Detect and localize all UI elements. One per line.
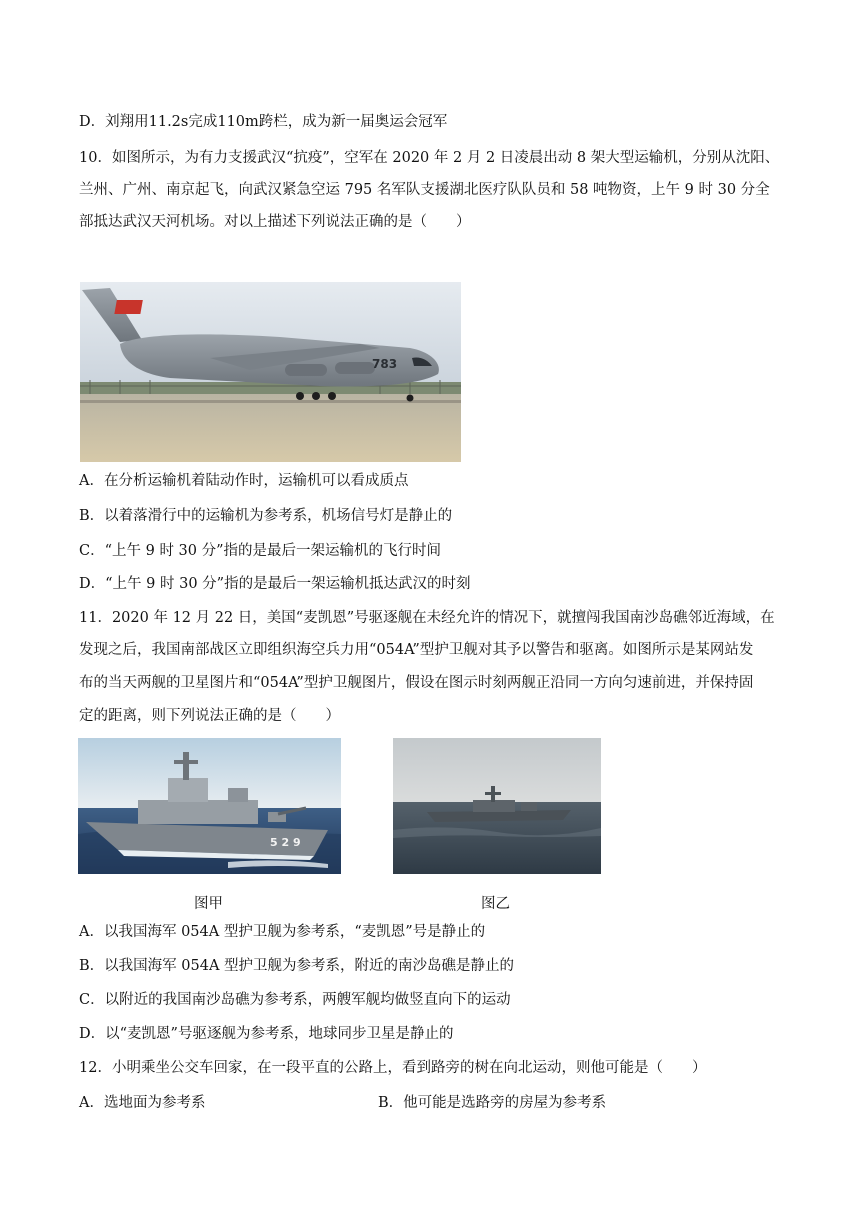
aircraft-tail-number: 783 (372, 357, 398, 371)
q10-option-b: B．以着落滑行中的运输机为参考系，机场信号灯是静止的 (79, 508, 453, 524)
q11-option-a: A．以我国海军 054A 型护卫舰为参考系，“麦凯恩”号是静止的 (79, 924, 486, 940)
q10-stem-line-1: 10．如图所示，为有力支援武汉“抗疫”，空军在 2020 年 2 月 2 日凌晨出动 8 架大型运输机，分别从沈阳、 (79, 150, 780, 166)
q11-option-c: C．以附近的我国南沙岛礁为参考系，两艘军舰均做竖直向下的运动 (79, 992, 511, 1008)
q12-option-a: A．选地面为参考系 (79, 1095, 206, 1111)
q12-option-b: B．他可能是选路旁的房屋为参考系 (378, 1095, 607, 1111)
transport-aircraft-photo (80, 282, 461, 462)
q10-stem-line-2: 兰州、广州、南京起飞，向武汉紧急空运 795 名军队支援湖北医疗队队员和 58 吨物资，上午 9 时 30 分全 (79, 182, 770, 198)
figure-a-caption: 图甲 (194, 896, 223, 912)
q11-stem-line-2: 发现之后，我国南部战区立即组织海空兵力用“054A”型护卫舰对其予以警告和驱离。如图所示是某网站发 (79, 642, 754, 658)
q11-option-d: D．以“麦凯恩”号驱逐舰为参考系，地球同步卫星是静止的 (79, 1026, 454, 1042)
q12-stem: 12．小明乘坐公交车回家，在一段平直的公路上，看到路旁的树在向北运动，则他可能是（ ） (79, 1060, 707, 1076)
q11-stem-line-3: 布的当天两舰的卫星图片和“054A”型护卫舰图片，假设在图示时刻两舰正沿同一方向匀速前进，并保持固 (79, 675, 754, 691)
ship-hull-number: 5 2 9 (270, 836, 301, 849)
frigate-054a-photo (78, 738, 341, 874)
q10-stem-line-3: 部抵达武汉天河机场。对以上描述下列说法正确的是（ ） (79, 214, 471, 230)
q9-option-d: D．刘翔用11.2s完成110m跨栏，成为新一届奥运会冠军 (79, 114, 448, 130)
q10-option-d: D．“上午 9 时 30 分”指的是最后一架运输机抵达武汉的时刻 (79, 576, 471, 592)
q10-option-c: C．“上午 9 时 30 分”指的是最后一架运输机的飞行时间 (79, 543, 442, 559)
q11-stem-line-4: 定的距离，则下列说法正确的是（ ） (79, 708, 340, 724)
destroyer-satellite-photo (393, 738, 601, 874)
q10-option-a: A．在分析运输机着陆动作时，运输机可以看成质点 (79, 473, 409, 489)
q11-stem-line-1: 11．2020 年 12 月 22 日，美国“麦凯恩”号驱逐舰在未经允许的情况下，就擅闯我国南沙岛礁邻近海域，在 (79, 610, 775, 626)
q11-option-b: B．以我国海军 054A 型护卫舰为参考系，附近的南沙岛礁是静止的 (79, 958, 515, 974)
figure-b-caption: 图乙 (481, 896, 510, 912)
